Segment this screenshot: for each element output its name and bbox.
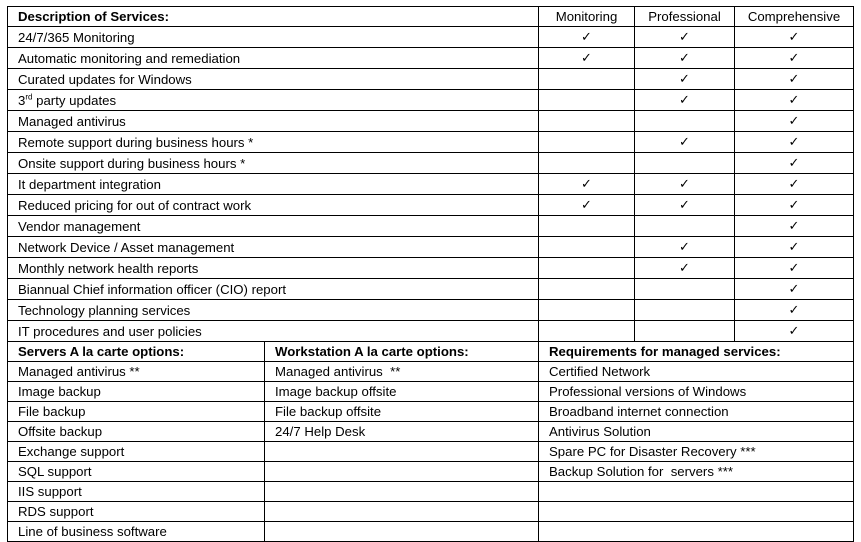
- plan-cell-professional: [635, 111, 735, 132]
- plan-cell-professional: [635, 90, 735, 111]
- plan-cell-monitoring: [539, 90, 635, 111]
- plan-cell-comprehensive: [735, 69, 854, 90]
- plan-cell-monitoring: [539, 48, 635, 69]
- plan-cell-comprehensive: [735, 153, 854, 174]
- checkmark-icon: ✓: [679, 261, 690, 276]
- service-row: [8, 27, 854, 48]
- option-row: [8, 362, 854, 382]
- plan-cell-professional: [635, 174, 735, 195]
- services-header-row: [8, 7, 854, 27]
- plan-cell-comprehensive: [735, 111, 854, 132]
- service-name: IT procedures and user policies: [8, 321, 539, 342]
- plan-cell-comprehensive: [735, 90, 854, 111]
- plan-cell-monitoring: [539, 153, 635, 174]
- requirement-item: [539, 482, 854, 502]
- plan-monitoring-header: Monitoring: [539, 7, 635, 27]
- plan-cell-monitoring: [539, 237, 635, 258]
- service-row: [8, 153, 854, 174]
- checkmark-icon: ✓: [679, 198, 690, 213]
- option-row: [8, 442, 854, 462]
- plan-cell-professional: [635, 69, 735, 90]
- requirement-item: Antivirus Solution: [539, 422, 854, 442]
- plan-cell-monitoring: [539, 300, 635, 321]
- checkmark-icon: ✓: [788, 30, 800, 45]
- server-option: RDS support: [8, 502, 265, 522]
- requirement-item: [539, 502, 854, 522]
- plan-cell-monitoring: [539, 321, 635, 342]
- plan-cell-monitoring: [539, 174, 635, 195]
- options-header-row: [8, 342, 854, 362]
- service-row: [8, 132, 854, 153]
- plan-cell-comprehensive: [735, 300, 854, 321]
- option-row: [8, 422, 854, 442]
- service-row: [8, 237, 854, 258]
- server-option: File backup: [8, 402, 265, 422]
- option-row: [8, 502, 854, 522]
- workstation-option: Image backup offsite: [265, 382, 539, 402]
- checkmark-icon: ✓: [679, 240, 690, 255]
- plan-cell-monitoring: [539, 27, 635, 48]
- option-row: [8, 482, 854, 502]
- checkmark-icon: ✓: [788, 93, 800, 108]
- plan-cell-comprehensive: [735, 132, 854, 153]
- server-option: Line of business software: [8, 522, 265, 542]
- service-name: Network Device / Asset management: [8, 237, 539, 258]
- service-name: Reduced pricing for out of contract work: [8, 195, 539, 216]
- plan-cell-professional: [635, 132, 735, 153]
- plan-cell-professional: [635, 279, 735, 300]
- checkmark-icon: ✓: [679, 72, 690, 87]
- checkmark-icon: ✓: [581, 30, 592, 45]
- workstation-header: Workstation A la carte options:: [265, 342, 539, 362]
- plan-cell-monitoring: [539, 279, 635, 300]
- checkmark-icon: ✓: [788, 72, 800, 87]
- service-name: Curated updates for Windows: [8, 69, 539, 90]
- workstation-option: [265, 482, 539, 502]
- checkmark-icon: ✓: [788, 324, 800, 339]
- service-row: [8, 195, 854, 216]
- checkmark-icon: ✓: [788, 261, 800, 276]
- plan-cell-comprehensive: [735, 258, 854, 279]
- workstation-option: [265, 522, 539, 542]
- checkmark-icon: ✓: [679, 135, 690, 150]
- plan-cell-monitoring: [539, 111, 635, 132]
- requirement-item: Professional versions of Windows: [539, 382, 854, 402]
- checkmark-icon: ✓: [679, 93, 690, 108]
- services-table: [7, 6, 854, 542]
- plan-cell-professional: [635, 300, 735, 321]
- plan-cell-comprehensive: [735, 321, 854, 342]
- service-row: [8, 216, 854, 237]
- plan-cell-comprehensive: [735, 48, 854, 69]
- plan-cell-comprehensive: [735, 27, 854, 48]
- checkmark-icon: ✓: [788, 219, 800, 234]
- service-row: [8, 258, 854, 279]
- option-row: [8, 402, 854, 422]
- plan-cell-professional: [635, 153, 735, 174]
- plan-cell-monitoring: [539, 195, 635, 216]
- server-option: SQL support: [8, 462, 265, 482]
- option-row: [8, 462, 854, 482]
- service-name: Vendor management: [8, 216, 539, 237]
- server-option: IIS support: [8, 482, 265, 502]
- service-row: [8, 69, 854, 90]
- service-row: [8, 321, 854, 342]
- service-name: Onsite support during business hours *: [8, 153, 539, 174]
- plan-cell-professional: [635, 237, 735, 258]
- checkmark-icon: ✓: [788, 156, 800, 171]
- checkmark-icon: ✓: [788, 114, 800, 129]
- service-name: 24/7/365 Monitoring: [8, 27, 539, 48]
- services-header: Description of Services:: [8, 7, 539, 27]
- requirement-item: Backup Solution for servers ***: [539, 462, 854, 482]
- service-name: Technology planning services: [8, 300, 539, 321]
- server-option: Image backup: [8, 382, 265, 402]
- requirement-item: Spare PC for Disaster Recovery ***: [539, 442, 854, 462]
- option-row: [8, 522, 854, 542]
- plan-cell-professional: [635, 258, 735, 279]
- server-option: Exchange support: [8, 442, 265, 462]
- checkmark-icon: ✓: [679, 30, 690, 45]
- checkmark-icon: ✓: [679, 177, 690, 192]
- service-row: [8, 111, 854, 132]
- plan-professional-header: Professional: [635, 7, 735, 27]
- checkmark-icon: ✓: [788, 177, 800, 192]
- plan-cell-professional: [635, 48, 735, 69]
- plan-cell-professional: [635, 216, 735, 237]
- service-name: Remote support during business hours *: [8, 132, 539, 153]
- service-name: Biannual Chief information officer (CIO) report: [8, 279, 539, 300]
- plan-comprehensive-header: Comprehensive: [735, 7, 854, 27]
- checkmark-icon: ✓: [581, 198, 592, 213]
- requirement-item: Certified Network: [539, 362, 854, 382]
- service-row: [8, 279, 854, 300]
- checkmark-icon: ✓: [581, 177, 592, 192]
- workstation-option: [265, 502, 539, 522]
- plan-cell-comprehensive: [735, 237, 854, 258]
- service-row: [8, 174, 854, 195]
- checkmark-icon: ✓: [788, 198, 800, 213]
- plan-cell-professional: [635, 27, 735, 48]
- checkmark-icon: ✓: [788, 240, 800, 255]
- requirements-header: Requirements for managed services:: [539, 342, 854, 362]
- service-row: [8, 300, 854, 321]
- service-name: Automatic monitoring and remediation: [8, 48, 539, 69]
- service-name: Monthly network health reports: [8, 258, 539, 279]
- plan-cell-monitoring: [539, 258, 635, 279]
- service-row: [8, 90, 854, 111]
- service-name: Managed antivirus: [8, 111, 539, 132]
- requirement-item: [539, 522, 854, 542]
- plan-cell-comprehensive: [735, 279, 854, 300]
- workstation-option: [265, 462, 539, 482]
- plan-cell-professional: [635, 195, 735, 216]
- checkmark-icon: ✓: [679, 51, 690, 66]
- plan-cell-professional: [635, 321, 735, 342]
- plan-cell-monitoring: [539, 69, 635, 90]
- servers-header: Servers A la carte options:: [8, 342, 265, 362]
- checkmark-icon: ✓: [581, 51, 592, 66]
- service-name: 3rd party updates: [8, 90, 539, 111]
- requirement-item: Broadband internet connection: [539, 402, 854, 422]
- plan-cell-comprehensive: [735, 195, 854, 216]
- checkmark-icon: ✓: [788, 282, 800, 297]
- server-option: Managed antivirus **: [8, 362, 265, 382]
- service-row: [8, 48, 854, 69]
- checkmark-icon: ✓: [788, 303, 800, 318]
- plan-cell-monitoring: [539, 132, 635, 153]
- workstation-option: Managed antivirus **: [265, 362, 539, 382]
- plan-cell-monitoring: [539, 216, 635, 237]
- workstation-option: 24/7 Help Desk: [265, 422, 539, 442]
- server-option: Offsite backup: [8, 422, 265, 442]
- workstation-option: File backup offsite: [265, 402, 539, 422]
- plan-cell-comprehensive: [735, 216, 854, 237]
- service-name: It department integration: [8, 174, 539, 195]
- services-sheet: [7, 6, 854, 542]
- plan-cell-comprehensive: [735, 174, 854, 195]
- checkmark-icon: ✓: [788, 135, 800, 150]
- option-row: [8, 382, 854, 402]
- checkmark-icon: ✓: [788, 51, 800, 66]
- workstation-option: [265, 442, 539, 462]
